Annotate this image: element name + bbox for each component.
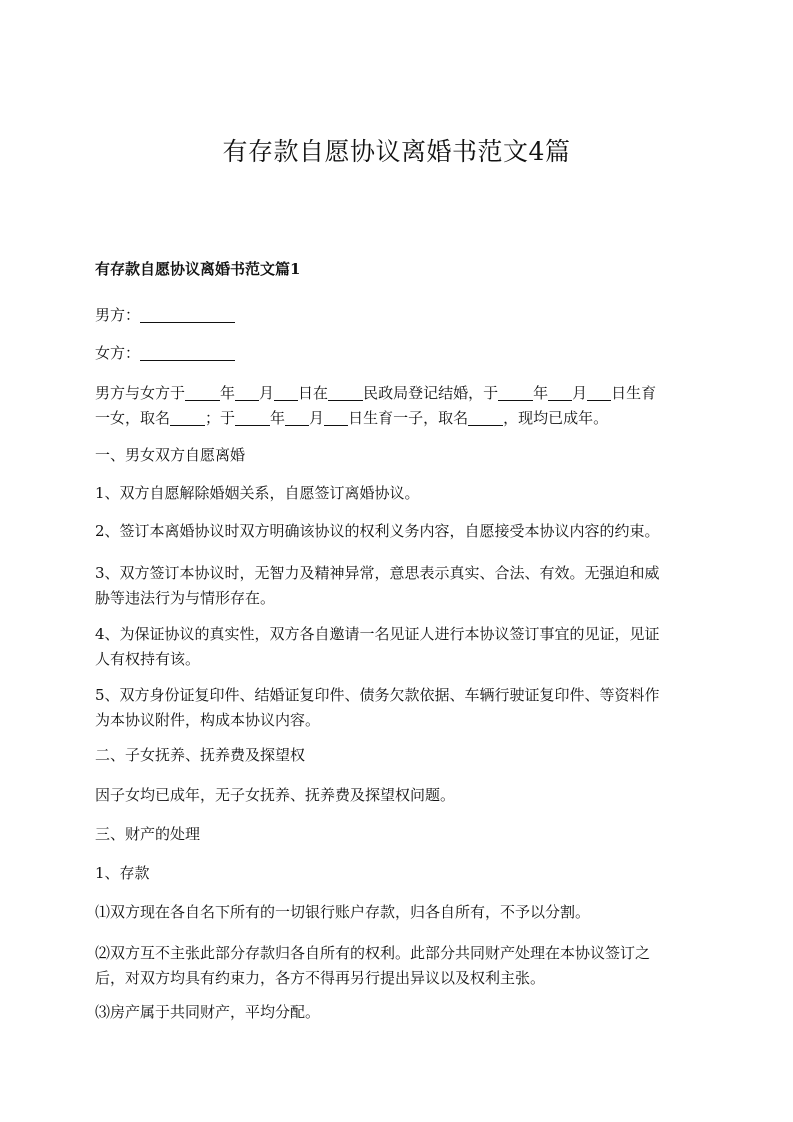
text-run: 男方与女方于 (95, 384, 186, 402)
text-run: ；于 (205, 409, 236, 427)
section-title: 有存款自愿协议离婚书范文篇1 (95, 260, 301, 278)
blank-underline (285, 409, 309, 426)
text-run: 年 (533, 384, 549, 402)
text-run: 日在 (298, 384, 329, 402)
blank-underline (185, 384, 220, 401)
text-run: 月 (259, 384, 275, 402)
heading-children: 二、子女抚养、抚养费及探望权 (95, 746, 306, 764)
deposit-clause-2: ⑵双方互不主张此部分存款归各自所有的权利。此部分共同财产处理在本协议签订之 后，对双方均具有约束力，各方不得再另行提出异议以及权利主张。 (95, 944, 651, 987)
text-run: 月 (572, 384, 588, 402)
blank-underline (170, 409, 205, 426)
text-run: 日生育 (611, 384, 657, 402)
heading-property: 三、财产的处理 (95, 825, 201, 843)
text-run: 民政局登记结婚，于 (363, 384, 499, 402)
deposit-clause-1: ⑴双方现在各自名下所有的一切银行账户存款，归各自所有，不予以分割。 (95, 903, 591, 921)
man-field-line (95, 303, 700, 328)
heading-deposits: 1、存款 (95, 864, 150, 882)
text-run: 年 (220, 384, 236, 402)
blank-underline (235, 384, 259, 401)
clause-1-2: 2、签订本离婚协议时双方明确该协议的权利义务内容，自愿接受本协议内容的约束。 (95, 522, 660, 540)
blank-underline (274, 384, 298, 401)
clause-1-1: 1、双方自愿解除婚姻关系，自愿签订离婚协议。 (95, 484, 420, 502)
children-paragraph: 因子女均已成年，无子女抚养、抚养费及探望权问题。 (95, 786, 456, 804)
blank-underline (235, 409, 270, 426)
heading-voluntary-divorce: 一、男女双方自愿离婚 (95, 446, 246, 464)
text-run: 日生育一子，取名 (348, 409, 469, 427)
woman-field-line (95, 341, 700, 366)
blank-underline (324, 409, 348, 426)
woman-label: 女方： (95, 344, 141, 362)
clause-1-4: 4、为保证协议的真实性，双方各自邀请一名见证人进行本协议签订事宜的见证，见证 人有权持有该。 (95, 625, 660, 668)
text-run: 年 (270, 409, 286, 427)
clause-1-3: 3、双方签订本协议时，无智力及精神异常，意思表示真实、合法、有效。无强迫和威 胁等违法行为与情形存在。 (95, 564, 660, 607)
blank-underline (468, 409, 503, 426)
marriage-paragraph (95, 381, 700, 431)
clause-1-5: 5、双方身份证复印件、结婚证复印件、债务欠款依据、车辆行驶证复印件、等资料作 为本协议附件，构成本协议内容。 (95, 686, 660, 729)
blank-underline (328, 384, 363, 401)
deposit-clause-3: ⑶房产属于共同财产，平均分配。 (95, 1003, 321, 1021)
blank-underline (587, 384, 611, 401)
document-title: 有存款自愿协议离婚书范文4篇 (222, 137, 571, 166)
man-label: 男方： (95, 306, 141, 324)
text-run: 一女，取名 (95, 409, 171, 427)
woman-name-blank (140, 344, 235, 361)
man-name-blank (140, 306, 235, 323)
text-run: 月 (309, 409, 325, 427)
blank-underline (548, 384, 572, 401)
marriage-line-2 (95, 406, 700, 431)
marriage-line-1 (95, 381, 700, 406)
blank-underline (498, 384, 533, 401)
text-run: ，现均已成年。 (503, 409, 609, 427)
